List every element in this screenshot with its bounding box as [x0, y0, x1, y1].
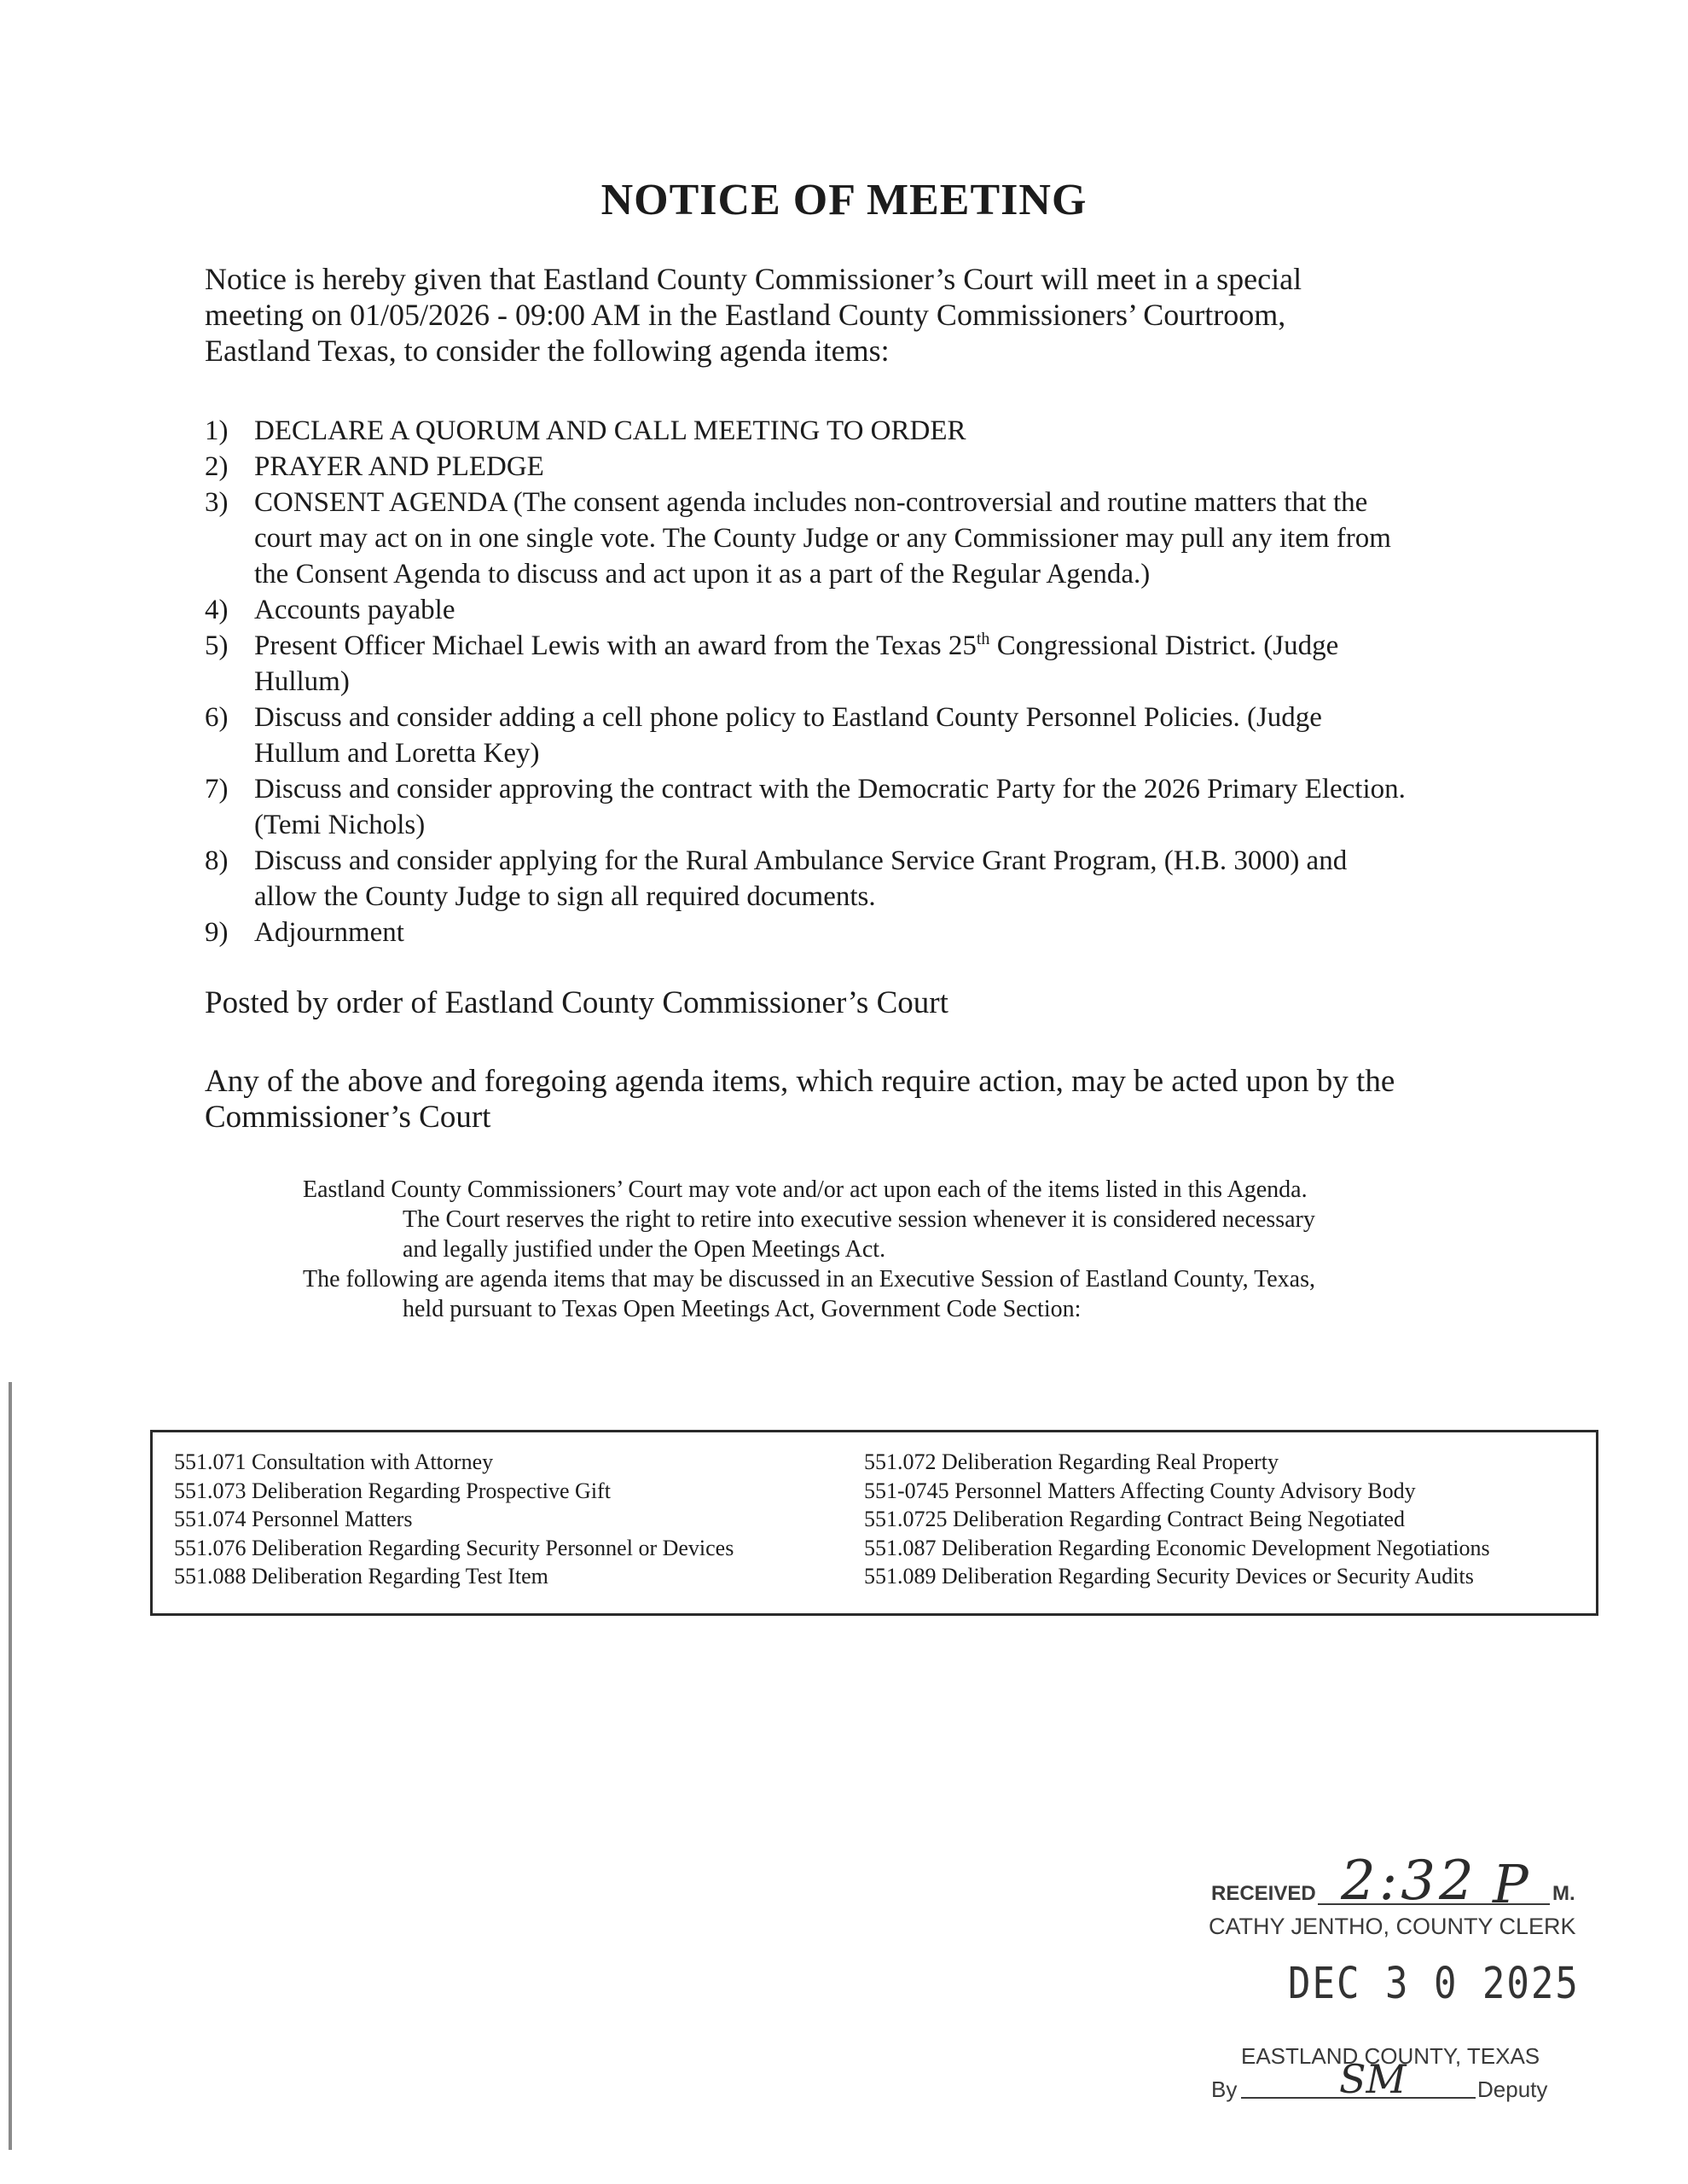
code-section-item: 551.074 Personnel Matters: [174, 1507, 413, 1531]
agenda-number: 1): [205, 415, 229, 446]
agenda-line: Discuss and consider applying for the Rural Ambulance Service Grant Program, (H.B. 3000) and: [254, 845, 1348, 876]
agenda-line: [254, 628, 1535, 664]
county-clerk-name: CATHY JENTHO, COUNTY CLERK: [1209, 1914, 1576, 1939]
agenda-number: 8): [205, 845, 229, 876]
code-section-item: 551.072 Deliberation Regarding Real Property: [864, 1449, 1279, 1474]
agenda-item: [205, 413, 1535, 449]
agenda-line: Accounts payable: [254, 595, 455, 625]
agenda-text: [254, 485, 1535, 592]
page-title: NOTICE OF MEETING: [600, 176, 1088, 224]
agenda-item: [205, 700, 1535, 771]
received-line: [1211, 1850, 1586, 1915]
code-section-item: 551.076 Deliberation Regarding Security Personnel or Devices: [174, 1535, 734, 1560]
posted-by-statement: Posted by order of Eastland County Commissioner’s Court: [205, 985, 948, 1020]
received-suffix: M.: [1552, 1882, 1575, 1905]
received-stamp: [1194, 1843, 1604, 2124]
agenda-item: [205, 449, 1535, 485]
agenda-line-part: Present Officer Michael Lewis with an award from the Texas 25: [254, 630, 977, 661]
agenda-line: Hullum and Loretta Key): [254, 738, 540, 769]
exec-line: Eastland County Commissioners’ Court may vote and/or act upon each of the items listed in this Agenda.: [303, 1176, 1308, 1203]
code-section-item: 551.071 Consultation with Attorney: [174, 1449, 494, 1474]
agenda-item: [205, 485, 1535, 592]
intro-paragraph: [205, 261, 1484, 369]
agenda-text: [254, 628, 1535, 700]
agenda-text: [254, 592, 1535, 628]
code-section-item: 551-0745 Personnel Matters Affecting County Advisory Body: [864, 1478, 1416, 1503]
agenda-line: CONSENT AGENDA (The consent agenda includes non-controversial and routine matters that the: [254, 487, 1368, 518]
received-pm-handwritten: P: [1493, 1853, 1528, 1915]
foregoing-statement: [205, 1064, 1535, 1136]
agenda-item: [205, 628, 1535, 700]
deputy-label: Deputy: [1477, 2077, 1548, 2102]
agenda-text: [254, 700, 1535, 771]
received-label: RECEIVED: [1211, 1882, 1316, 1905]
intro-line: Eastland Texas, to consider the following agenda items:: [205, 334, 890, 368]
agenda-line: DECLARE A QUORUM AND CALL MEETING TO ORDER: [254, 415, 966, 446]
foregoing-line: Commissioner’s Court: [205, 1100, 491, 1135]
agenda-line: Hullum): [254, 666, 350, 697]
scan-edge-line: [9, 1382, 12, 2150]
government-code-sections-box: [150, 1430, 1598, 1616]
agenda-line: (Temi Nichols): [254, 810, 426, 840]
agenda-text: [254, 771, 1535, 843]
agenda-line: Discuss and consider adding a cell phone policy to Eastland County Personnel Policies. (Judge: [254, 702, 1322, 733]
code-section-item: 551.0725 Deliberation Regarding Contract Being Negotiated: [864, 1507, 1405, 1531]
stamp-county: EASTLAND COUNTY, TEXAS: [1241, 2043, 1540, 2069]
agenda-text: [254, 915, 1535, 950]
agenda-line: Adjournment: [254, 917, 404, 948]
agenda-number: 9): [205, 917, 229, 948]
code-section-item: 551.087 Deliberation Regarding Economic Development Negotiations: [864, 1535, 1490, 1560]
agenda-text: [254, 449, 1535, 485]
ordinal-superscript: th: [976, 630, 990, 648]
code-section-item: 551.089 Deliberation Regarding Security Devices or Security Audits: [864, 1564, 1474, 1589]
code-section-item: 551.073 Deliberation Regarding Prospective Gift: [174, 1478, 611, 1503]
agenda-number: 5): [205, 630, 229, 661]
exec-line: The Court reserves the right to retire into executive session whenever it is considered necessary: [403, 1206, 1315, 1233]
agenda-list: [205, 413, 1535, 950]
agenda-item: [205, 915, 1535, 950]
received-time-handwritten: 2:32: [1341, 1850, 1477, 1913]
agenda-line-part: Congressional District. (Judge: [989, 630, 1339, 661]
agenda-text: [254, 843, 1535, 915]
intro-line: meeting on 01/05/2026 - 09:00 AM in the Eastland County Commissioners’ Courtroom,: [205, 298, 1286, 332]
agenda-line: the Consent Agenda to discuss and act upon it as a part of the Regular Agenda.): [254, 559, 1151, 590]
agenda-line: allow the County Judge to sign all required documents.: [254, 881, 876, 912]
executive-session-notice: [303, 1175, 1514, 1324]
agenda-item: [205, 843, 1535, 915]
exec-line: held pursuant to Texas Open Meetings Act, Government Code Section:: [403, 1296, 1082, 1322]
agenda-line: PRAYER AND PLEDGE: [254, 451, 544, 482]
intro-line: Notice is hereby given that Eastland County Commissioner’s Court will meet in a special: [205, 262, 1302, 296]
exec-line: The following are agenda items that may be discussed in an Executive Session of Eastland County, Texas,: [303, 1266, 1315, 1292]
by-label: By: [1211, 2077, 1238, 2102]
agenda-number: 6): [205, 702, 229, 733]
stamp-date: DEC 3 0 2025: [1288, 1959, 1580, 2009]
agenda-line: Discuss and consider approving the contract with the Democratic Party for the 2026 Primary Election.: [254, 774, 1406, 804]
agenda-number: 7): [205, 774, 229, 804]
agenda-item: [205, 771, 1535, 843]
agenda-number: 3): [205, 487, 229, 518]
deputy-initials-handwritten: SM: [1339, 2056, 1407, 2102]
agenda-line: court may act on in one single vote. The County Judge or any Commissioner may pull any item from: [254, 523, 1391, 554]
agenda-number: 4): [205, 595, 229, 625]
agenda-item: [205, 592, 1535, 628]
code-column-right: [864, 1448, 1490, 1591]
exec-line: and legally justified under the Open Meetings Act.: [403, 1236, 886, 1263]
foregoing-line: Any of the above and foregoing agenda items, which require action, may be acted upon by the: [205, 1064, 1395, 1099]
code-column-left: [174, 1448, 734, 1591]
agenda-number: 2): [205, 451, 229, 482]
code-section-item: 551.088 Deliberation Regarding Test Item: [174, 1564, 548, 1589]
agenda-text: [254, 413, 1535, 449]
